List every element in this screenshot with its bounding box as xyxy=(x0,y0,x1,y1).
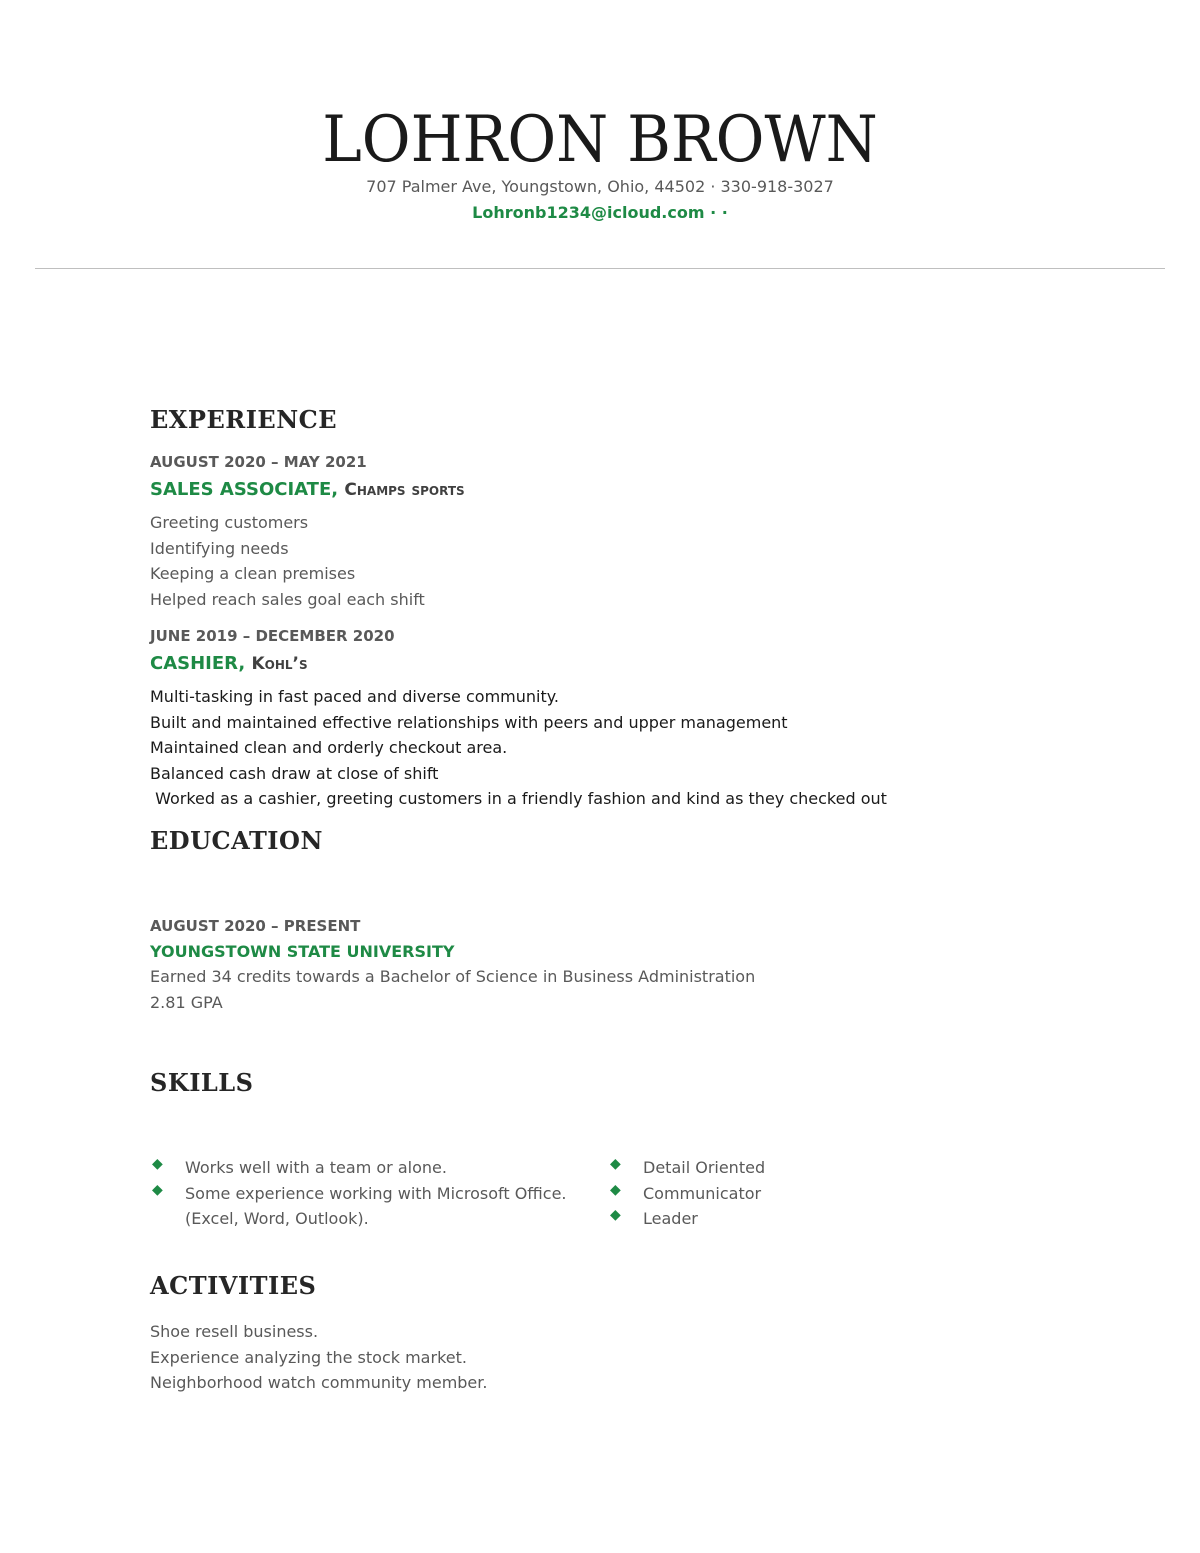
list-item: Experience analyzing the stock market. xyxy=(150,1347,467,1367)
list-item: Multi-tasking in fast paced and diverse community. xyxy=(150,687,560,706)
list-item: Helped reach sales goal each shift xyxy=(150,589,425,609)
education-dates: AUGUST 2020 – PRESENT xyxy=(150,917,361,935)
bullet-icon: ◆ xyxy=(152,1156,163,1172)
list-item xyxy=(150,1181,570,1232)
list-item: Neighborhood watch community member. xyxy=(150,1373,488,1392)
bullet-icon: ◆ xyxy=(610,1156,621,1172)
skill-text: Some experience working with Microsoft Office. (Excel, Word, Outlook). xyxy=(185,1183,567,1228)
list-item: Greeting customers xyxy=(150,513,309,532)
list-item: Keeping a clean premises xyxy=(150,564,356,583)
education-heading: EDUCATION xyxy=(150,826,323,855)
bullet-icon: ◆ xyxy=(610,1207,621,1223)
skills-list-left xyxy=(150,1155,570,1232)
contact-info: 707 Palmer Ave, Youngstown, Ohio, 44502 · 330-918-3027 xyxy=(366,177,834,196)
skill-text: Detail Oriented xyxy=(643,1158,766,1177)
email-link[interactable]: Lohronb1234@icloud.com · · xyxy=(472,203,728,222)
list-item: 2.81 GPA xyxy=(150,992,223,1012)
job-role: CASHIER, xyxy=(150,653,246,674)
skill-text: Works well with a team or alone. xyxy=(185,1158,447,1177)
bullet-icon: ◆ xyxy=(152,1181,163,1198)
experience-heading: EXPERIENCE xyxy=(150,405,338,434)
bullet-icon: ◆ xyxy=(610,1181,621,1198)
job-title xyxy=(150,479,465,500)
activities-heading: ACTIVITIES xyxy=(150,1271,317,1300)
job-dates: AUGUST 2020 – MAY 2021 xyxy=(150,453,367,471)
job-company: Champs sports xyxy=(344,480,465,500)
skill-text: Leader xyxy=(643,1209,698,1228)
list-item: Worked as a cashier, greeting customers in a friendly fashion and kind as they checked out xyxy=(150,789,887,808)
job-dates: JUNE 2019 – DECEMBER 2020 xyxy=(150,627,395,645)
education-details xyxy=(150,964,755,1015)
header-divider xyxy=(35,268,1165,269)
list-item xyxy=(608,1206,1008,1232)
skills-list-right xyxy=(608,1155,1008,1232)
list-item xyxy=(150,1155,570,1181)
list-item: Earned 34 credits towards a Bachelor of Science in Business Administration xyxy=(150,967,756,986)
resume-name: LOHRON BROWN xyxy=(322,103,878,177)
job-title xyxy=(150,653,308,674)
list-item: Maintained clean and orderly checkout area. xyxy=(150,738,508,757)
job-duties xyxy=(150,510,425,612)
job-company: Kohl’s xyxy=(251,654,308,674)
list-item: Balanced cash draw at close of shift xyxy=(150,763,439,783)
school-name: YOUNGSTOWN STATE UNIVERSITY xyxy=(150,942,455,961)
list-item: Identifying needs xyxy=(150,538,289,558)
activities-list xyxy=(150,1319,487,1396)
skills-heading: SKILLS xyxy=(150,1068,254,1097)
job-duties xyxy=(150,684,887,812)
skill-text: Communicator xyxy=(643,1183,762,1203)
list-item: Built and maintained effective relationships with peers and upper management xyxy=(150,712,788,732)
job-role: SALES ASSOCIATE, xyxy=(150,479,339,500)
list-item xyxy=(608,1155,1008,1181)
list-item xyxy=(608,1181,1008,1207)
list-item: Shoe resell business. xyxy=(150,1322,319,1341)
